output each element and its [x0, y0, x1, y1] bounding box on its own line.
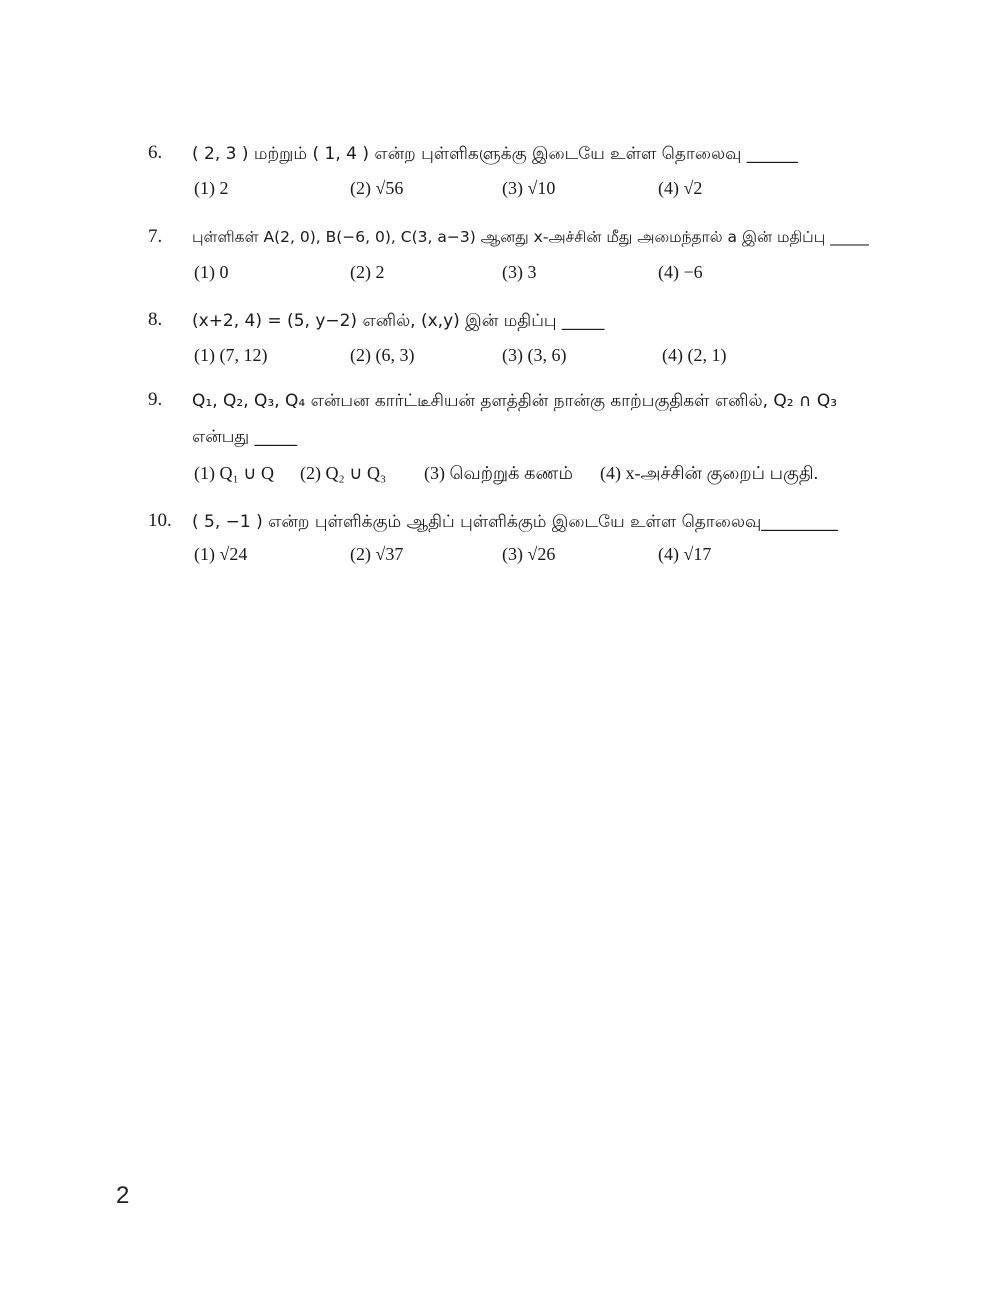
- option-2: (2) (6, 3): [350, 345, 415, 365]
- question-number: 6.: [148, 142, 163, 163]
- question-number: 9.: [148, 389, 163, 410]
- option-1: (1) Q₁ ∪ Q: [194, 463, 274, 483]
- option-2: (2) √37: [350, 544, 404, 564]
- question-number: 10.: [148, 510, 172, 531]
- option-2: (2) Q₂ ∪ Q₃: [300, 463, 387, 483]
- option-1: (1) 2: [194, 178, 229, 198]
- option-2: (2) 2: [350, 262, 385, 282]
- option-3: (3) 3: [502, 262, 537, 282]
- question-stem-line2: என்பது _____: [192, 427, 298, 447]
- option-4: (4) √17: [658, 544, 712, 564]
- option-4: (4) √2: [658, 178, 703, 198]
- option-4: (4) (2, 1): [662, 345, 727, 365]
- option-4: (4) −6: [658, 262, 703, 282]
- option-3: (3) வெற்றுக் கணம்: [424, 463, 573, 483]
- question-number: 8.: [148, 309, 163, 330]
- question-stem: Q₁, Q₂, Q₃, Q₄ என்பன கார்ட்டீசியன் தளத்தின் நான்கு காற்பகுதிகள் எனில், Q₂ ∩ Q₃: [192, 391, 838, 411]
- option-1: (1) 0: [194, 262, 229, 282]
- option-1: (1) √24: [194, 544, 248, 564]
- question-stem: புள்ளிகள் A(2, 0), B(−6, 0), C(3, a−3) ஆனது x-அச்சின் மீது அமைந்தால் a இன் மதிப்பு _____: [192, 228, 869, 246]
- option-3: (3) (3, 6): [502, 345, 567, 365]
- question-stem: ( 5, −1 ) என்ற புள்ளிக்கும் ஆதிப் புள்ளிக்கும் இடையே உள்ள தொலைவு_________: [192, 512, 838, 532]
- option-3: (3) √26: [502, 544, 556, 564]
- question-stem: ( 2, 3 ) மற்றும் ( 1, 4 ) என்ற புள்ளிகளுக்கு இடையே உள்ள தொலைவு ______: [192, 144, 798, 164]
- option-3: (3) √10: [502, 178, 556, 198]
- question-number: 7.: [148, 226, 163, 247]
- option-4: (4) x-அச்சின் குறைப் பகுதி.: [600, 463, 819, 483]
- option-2: (2) √56: [350, 178, 404, 198]
- page-number: 2: [116, 1182, 130, 1209]
- option-1: (1) (7, 12): [194, 345, 268, 365]
- question-stem: (x+2, 4) = (5, y−2) எனில், (x,y) இன் மதிப்பு _____: [192, 311, 605, 331]
